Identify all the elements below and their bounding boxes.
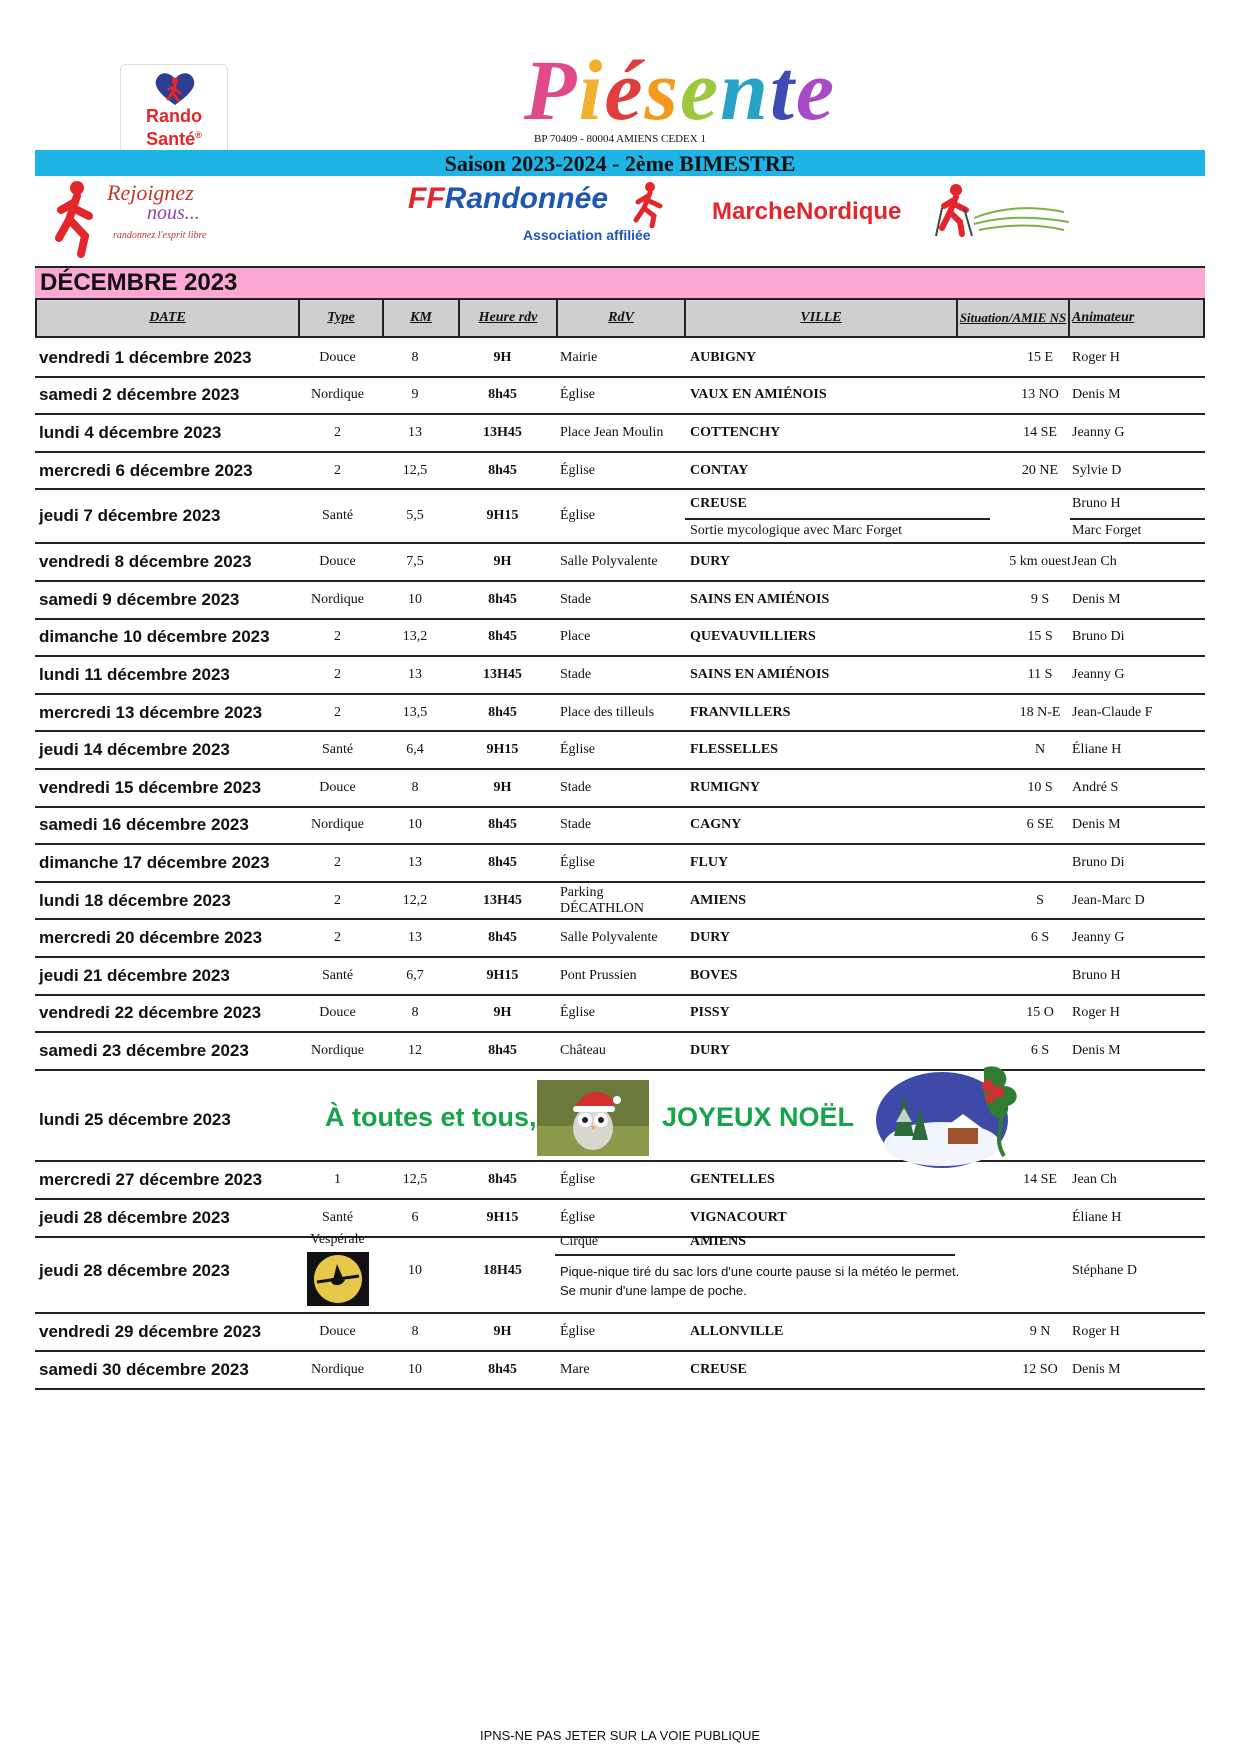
row-animateur: Roger H <box>1072 349 1120 365</box>
mn-text: MarcheNordique <box>712 198 902 225</box>
row-type: Nordique <box>311 817 364 833</box>
brand-letter: t <box>770 42 796 138</box>
row-heure: 9H15 <box>486 508 519 524</box>
row-km: 6 <box>411 1209 419 1225</box>
rando-logo-line1: Rando <box>146 106 202 126</box>
ffrandonnee-logo <box>408 182 670 252</box>
rejoignez-logo <box>55 180 230 260</box>
row-rdv: Église <box>560 854 595 870</box>
brand-letter: P <box>523 42 579 138</box>
row-animateur: Jean Ch <box>1072 1171 1117 1187</box>
row-type: Nordique <box>311 1361 364 1377</box>
row-animateur: Roger H <box>1072 1323 1120 1339</box>
row-heure: 8h45 <box>488 930 517 946</box>
row-situation: 18 N-E <box>1019 704 1061 720</box>
row-animateur: Éliane H <box>1072 742 1122 758</box>
row-date: vendredi 8 décembre 2023 <box>39 552 252 572</box>
table-row <box>35 582 1205 620</box>
row-km: 5,5 <box>406 508 424 524</box>
row-heure: 8h45 <box>488 1042 517 1058</box>
footer-notice: IPNS-NE PAS JETER SUR LA VOIE PUBLIQUE <box>479 1728 761 1743</box>
row-ville: FLUY <box>690 854 729 870</box>
table-row <box>35 996 1205 1034</box>
vesperale-date: jeudi 28 décembre 2023 <box>39 1261 230 1280</box>
row-date: mercredi 13 décembre 2023 <box>39 702 263 722</box>
row-type: 2 <box>334 666 341 682</box>
row-situation: 6 SE <box>1026 817 1054 833</box>
row-animateur: Jean-Marc D <box>1072 892 1145 908</box>
brand-letter: i <box>578 42 605 138</box>
vesperale-ville: AMIENS <box>690 1234 747 1249</box>
row-ville: CONTAY <box>690 462 749 478</box>
vesperale-type: Vespérale <box>310 1232 365 1247</box>
row-type: 2 <box>334 854 341 870</box>
row-km: 13 <box>408 666 422 682</box>
row-type: Santé <box>321 508 354 524</box>
row-rdv: Stade <box>560 591 592 607</box>
row-animateur: Jeanny G <box>1072 930 1125 946</box>
vesperale-note: Pique-nique tiré du sac lors d'une courte pause si la météo le permet. Se munir d'une lampe de poche. <box>560 1264 960 1298</box>
row-type: 2 <box>334 930 341 946</box>
row-heure: 8h45 <box>488 629 517 645</box>
row-km: 12,5 <box>402 462 428 478</box>
row-heure: 8h45 <box>488 1361 517 1377</box>
row-sub-divider <box>1070 518 1205 520</box>
row-date: lundi 4 décembre 2023 <box>39 422 222 442</box>
row-rdv: Église <box>560 1323 595 1339</box>
row-situation: 13 NO <box>1021 387 1059 403</box>
row-date: vendredi 22 décembre 2023 <box>39 1003 262 1023</box>
row-km: 8 <box>411 1323 419 1339</box>
col-km: KM <box>410 310 432 325</box>
table-row <box>35 958 1205 996</box>
col-date: DATE <box>149 310 186 325</box>
col-rdv: RdV <box>608 310 634 325</box>
row-animateur: Bruno Di <box>1072 629 1125 645</box>
row-animateur: Jean Ch <box>1072 554 1117 570</box>
table-row <box>35 845 1205 883</box>
vesperale-row <box>35 1230 1205 1314</box>
row-ville: DURY <box>690 930 730 946</box>
row-ville: RUMIGNY <box>690 779 760 795</box>
row-animateur: Denis M <box>1072 1042 1121 1058</box>
table-row <box>35 1314 1205 1352</box>
row-rdv: Mairie <box>560 349 598 365</box>
row-animateur: Bruno Di <box>1072 854 1125 870</box>
row-ville: SAINS EN AMIÉNOIS <box>690 666 830 682</box>
row-animateur: Jean-Claude F <box>1072 704 1153 720</box>
table-row <box>35 695 1205 733</box>
vesperale-km: 10 <box>408 1263 422 1278</box>
row-date: samedi 16 décembre 2023 <box>39 815 249 835</box>
season-title: Saison 2023-2024 - 2ème BIMESTRE <box>444 151 796 176</box>
heart-walker-icon <box>153 71 197 107</box>
ffr-sub: Association affiliée <box>523 227 651 243</box>
row-km: 13 <box>408 424 422 440</box>
row-km: 12 <box>408 1042 422 1058</box>
rando-sante-logo <box>120 64 228 154</box>
row-situation: 9 N <box>1029 1323 1051 1339</box>
col-type: Type <box>327 310 355 325</box>
table-row <box>35 453 1205 491</box>
table-row <box>35 883 1205 921</box>
row-rdv: Place Jean Moulin <box>560 424 664 440</box>
row-rdv: Mare <box>560 1361 590 1377</box>
row-heure: 8h45 <box>488 817 517 833</box>
row-situation: 12 SO <box>1022 1361 1058 1377</box>
row-date: dimanche 17 décembre 2023 <box>39 852 270 872</box>
row-ville: CREUSE <box>690 496 747 512</box>
row-animateur-note: Marc Forget <box>1072 523 1142 539</box>
row-rdv: Église <box>560 387 595 403</box>
row-km: 13 <box>408 854 422 870</box>
brand-letter: e <box>680 42 721 138</box>
owl-santa-image <box>537 1080 649 1156</box>
table-row <box>35 1352 1205 1390</box>
row-animateur: Jeanny G <box>1072 666 1125 682</box>
brand-title <box>420 40 940 140</box>
row-ville: DURY <box>690 1042 730 1058</box>
row-heure: 9H15 <box>486 1209 519 1225</box>
row-rdv: Église <box>560 508 595 524</box>
row-km: 8 <box>411 779 419 795</box>
row-ville: VIGNACOURT <box>690 1209 787 1225</box>
vesperale-heure: 18H45 <box>483 1263 522 1278</box>
row-type: 2 <box>334 629 341 645</box>
noel-wish: JOYEUX NOËL <box>662 1102 855 1132</box>
col-heure: Heure rdv <box>478 310 538 325</box>
row-ville: VAUX EN AMIÉNOIS <box>690 387 827 403</box>
row-rdv: Église <box>560 1171 595 1187</box>
row-km: 13,5 <box>402 704 428 720</box>
row-animateur: Bruno H <box>1072 967 1121 983</box>
row-km: 13,2 <box>402 629 428 645</box>
row-animateur: Denis M <box>1072 387 1121 403</box>
row-rdv: Château <box>560 1042 606 1058</box>
table-row <box>35 920 1205 958</box>
row-date: lundi 18 décembre 2023 <box>39 890 231 910</box>
row-date: samedi 23 décembre 2023 <box>39 1040 249 1060</box>
row-heure: 8h45 <box>488 704 517 720</box>
row-date: dimanche 10 décembre 2023 <box>39 627 270 647</box>
brand-letter: s <box>644 42 680 138</box>
row-km: 6,7 <box>406 967 424 983</box>
row-animateur: Éliane H <box>1072 1209 1122 1225</box>
row-situation: S <box>1036 892 1044 908</box>
row-animateur: Bruno H <box>1072 496 1121 512</box>
table-row <box>35 544 1205 582</box>
row-km: 6,4 <box>406 742 424 758</box>
row-date: samedi 2 décembre 2023 <box>39 385 240 405</box>
row-ville: FRANVILLERS <box>690 704 791 720</box>
brand-letter: é <box>604 42 645 138</box>
row-km: 10 <box>408 1361 422 1377</box>
row-heure: 8h45 <box>488 1171 517 1187</box>
nordic-walker-icon <box>934 184 1074 240</box>
col-ville: VILLE <box>800 310 842 325</box>
ffr-name: FFRandonnée <box>408 182 609 215</box>
row-ville: AMIENS <box>690 892 747 908</box>
row-km: 12,5 <box>402 1171 428 1187</box>
row-heure: 8h45 <box>488 462 517 478</box>
col-divider <box>684 298 686 338</box>
row-type: Douce <box>319 349 356 365</box>
row-heure: 9H15 <box>486 742 519 758</box>
row-type: Nordique <box>311 387 364 403</box>
row-situation: 20 NE <box>1021 462 1059 478</box>
row-situation: 15 O <box>1026 1005 1054 1021</box>
row-rdv: Salle Polyvalente <box>560 930 658 946</box>
table-row <box>35 490 1205 544</box>
row-km: 8 <box>411 1005 419 1021</box>
row-situation: N <box>1034 742 1046 758</box>
row-situation: 14 SE <box>1023 424 1057 440</box>
table-row <box>35 770 1205 808</box>
row-sub-divider <box>685 518 990 520</box>
row-rdv: Place des tilleuls <box>560 704 655 720</box>
row-date: vendredi 29 décembre 2023 <box>39 1321 262 1341</box>
row-ville: DURY <box>690 554 730 570</box>
row-ville: CREUSE <box>690 1361 747 1377</box>
vesperale-divider <box>555 1254 955 1256</box>
row-date: mercredi 27 décembre 2023 <box>39 1169 263 1189</box>
row-heure: 13H45 <box>483 666 522 682</box>
row-animateur: Jeanny G <box>1072 424 1125 440</box>
row-type: 2 <box>334 892 341 908</box>
row-rdv: Église <box>560 742 595 758</box>
row-rdv: Église <box>560 1005 595 1021</box>
row-date: jeudi 14 décembre 2023 <box>39 740 230 760</box>
row-animateur: Denis M <box>1072 817 1121 833</box>
row-situation: 9 S <box>1030 591 1050 607</box>
brand-letter: n <box>720 42 771 138</box>
rando-logo-line2: Santé® <box>146 129 202 149</box>
row-rdv: Église <box>560 1209 595 1225</box>
row-type: 2 <box>334 462 341 478</box>
col-divider <box>556 298 558 338</box>
row-type: Nordique <box>311 1042 364 1058</box>
row-type: Douce <box>319 1323 356 1339</box>
row-situation: 11 S <box>1027 666 1053 682</box>
row-km: 9 <box>411 387 419 403</box>
col-divider <box>956 298 958 338</box>
row-type: Santé <box>321 742 354 758</box>
row-situation: 6 S <box>1030 930 1050 946</box>
row-rdv: Salle Polyvalente <box>560 554 658 570</box>
row-heure: 13H45 <box>483 892 522 908</box>
row-km: 8 <box>411 349 419 365</box>
row-heure: 9H <box>493 779 512 795</box>
rejoignez-tagline: randonnez l'esprit libre <box>113 230 207 241</box>
row-ville: BOVES <box>690 967 738 983</box>
row-date: vendredi 1 décembre 2023 <box>39 347 252 367</box>
row-animateur: Sylvie D <box>1072 462 1122 478</box>
row-ville: PISSY <box>690 1005 730 1021</box>
row-situation: 15 S <box>1027 629 1053 645</box>
col-divider <box>458 298 460 338</box>
row-type: 2 <box>334 704 341 720</box>
row-rdv: Place <box>560 629 591 645</box>
row-type: Douce <box>319 779 356 795</box>
row-situation: 6 S <box>1030 1042 1050 1058</box>
row-animateur: Roger H <box>1072 1005 1120 1021</box>
row-ville-note: Sortie mycologique avec Marc Forget <box>690 523 903 539</box>
row-heure: 9H <box>493 554 512 570</box>
table-row <box>35 732 1205 770</box>
noel-date: lundi 25 décembre 2023 <box>39 1110 231 1129</box>
row-date: samedi 9 décembre 2023 <box>39 589 240 609</box>
row-km: 12,2 <box>402 892 428 908</box>
row-heure: 8h45 <box>488 387 517 403</box>
row-situation: 14 SE <box>1023 1171 1057 1187</box>
row-heure: 9H <box>493 1005 512 1021</box>
row-date: vendredi 15 décembre 2023 <box>39 777 262 797</box>
table-row <box>35 378 1205 416</box>
row-ville: FLESSELLES <box>690 742 778 758</box>
row-rdv: Stade <box>560 817 592 833</box>
row-date: mercredi 6 décembre 2023 <box>39 460 253 480</box>
row-km: 10 <box>408 817 422 833</box>
row-date: jeudi 21 décembre 2023 <box>39 965 230 985</box>
row-ville: SAINS EN AMIÉNOIS <box>690 591 830 607</box>
row-rdv: Stade <box>560 666 592 682</box>
row-ville: CAGNY <box>690 817 742 833</box>
address: BP 70409 - 80004 AMIENS CEDEX 1 <box>534 133 706 145</box>
row-ville: GENTELLES <box>690 1171 775 1187</box>
row-animateur: Denis M <box>1072 1361 1121 1377</box>
row-situation: 10 S <box>1027 779 1053 795</box>
row-rdv: Parking DÉCATHLON <box>560 884 644 916</box>
row-heure: 9H <box>493 1323 512 1339</box>
row-heure: 8h45 <box>488 854 517 870</box>
row-rdv: Stade <box>560 779 592 795</box>
row-animateur: Denis M <box>1072 591 1121 607</box>
table-row <box>35 657 1205 695</box>
row-ville: AUBIGNY <box>690 349 757 365</box>
row-km: 13 <box>408 930 422 946</box>
row-heure: 13H45 <box>483 424 522 440</box>
row-date: jeudi 7 décembre 2023 <box>39 506 221 526</box>
row-ville: QUEVAUVILLIERS <box>690 629 816 645</box>
marche-nordique-logo <box>712 184 1072 240</box>
table-row <box>35 620 1205 658</box>
row-type: Douce <box>319 554 356 570</box>
month-title: DÉCEMBRE 2023 <box>40 269 238 296</box>
row-date: jeudi 28 décembre 2023 <box>39 1207 230 1227</box>
winter-scene-image <box>872 1056 1032 1170</box>
brand-letter: e <box>795 42 837 138</box>
row-type: Santé <box>321 1209 354 1225</box>
col-divider <box>1068 298 1070 338</box>
col-animateur: Animateur <box>1072 310 1135 325</box>
rejoignez-line1: Rejoignez <box>107 180 194 205</box>
row-type: Nordique <box>311 591 364 607</box>
noel-greeting: À toutes et tous, <box>325 1102 537 1132</box>
row-type: 1 <box>334 1171 341 1187</box>
row-heure: 9H <box>493 349 512 365</box>
col-divider <box>298 298 300 338</box>
witch-moon-icon <box>307 1252 369 1306</box>
vesperale-animateur: Stéphane D <box>1072 1263 1137 1278</box>
table-row <box>35 808 1205 846</box>
row-ville: COTTENCHY <box>690 424 781 440</box>
row-heure: 9H15 <box>486 967 519 983</box>
row-heure: 8h45 <box>488 591 517 607</box>
row-type: 2 <box>334 424 341 440</box>
row-situation: 15 E <box>1026 349 1054 365</box>
table-row <box>35 340 1205 378</box>
rejoignez-line2: nous... <box>147 202 200 224</box>
row-date: lundi 11 décembre 2023 <box>39 664 230 684</box>
row-type: Santé <box>321 967 354 983</box>
col-situation: Situation/AMIE NS <box>959 310 1067 325</box>
ffr-walker-icon <box>630 182 666 228</box>
row-rdv: Pont Prussien <box>560 967 637 983</box>
row-type: Douce <box>319 1005 356 1021</box>
row-ville: ALLONVILLE <box>690 1323 784 1339</box>
row-situation: 5 km ouest <box>1009 554 1071 570</box>
row-km: 7,5 <box>406 554 424 570</box>
vesperale-rdv: Cirque <box>560 1234 599 1249</box>
row-km: 10 <box>408 591 422 607</box>
col-divider <box>382 298 384 338</box>
row-date: samedi 30 décembre 2023 <box>39 1359 249 1379</box>
row-rdv: Église <box>560 462 595 478</box>
table-row <box>35 415 1205 453</box>
row-date: mercredi 20 décembre 2023 <box>39 928 263 948</box>
row-animateur: André S <box>1072 779 1119 795</box>
